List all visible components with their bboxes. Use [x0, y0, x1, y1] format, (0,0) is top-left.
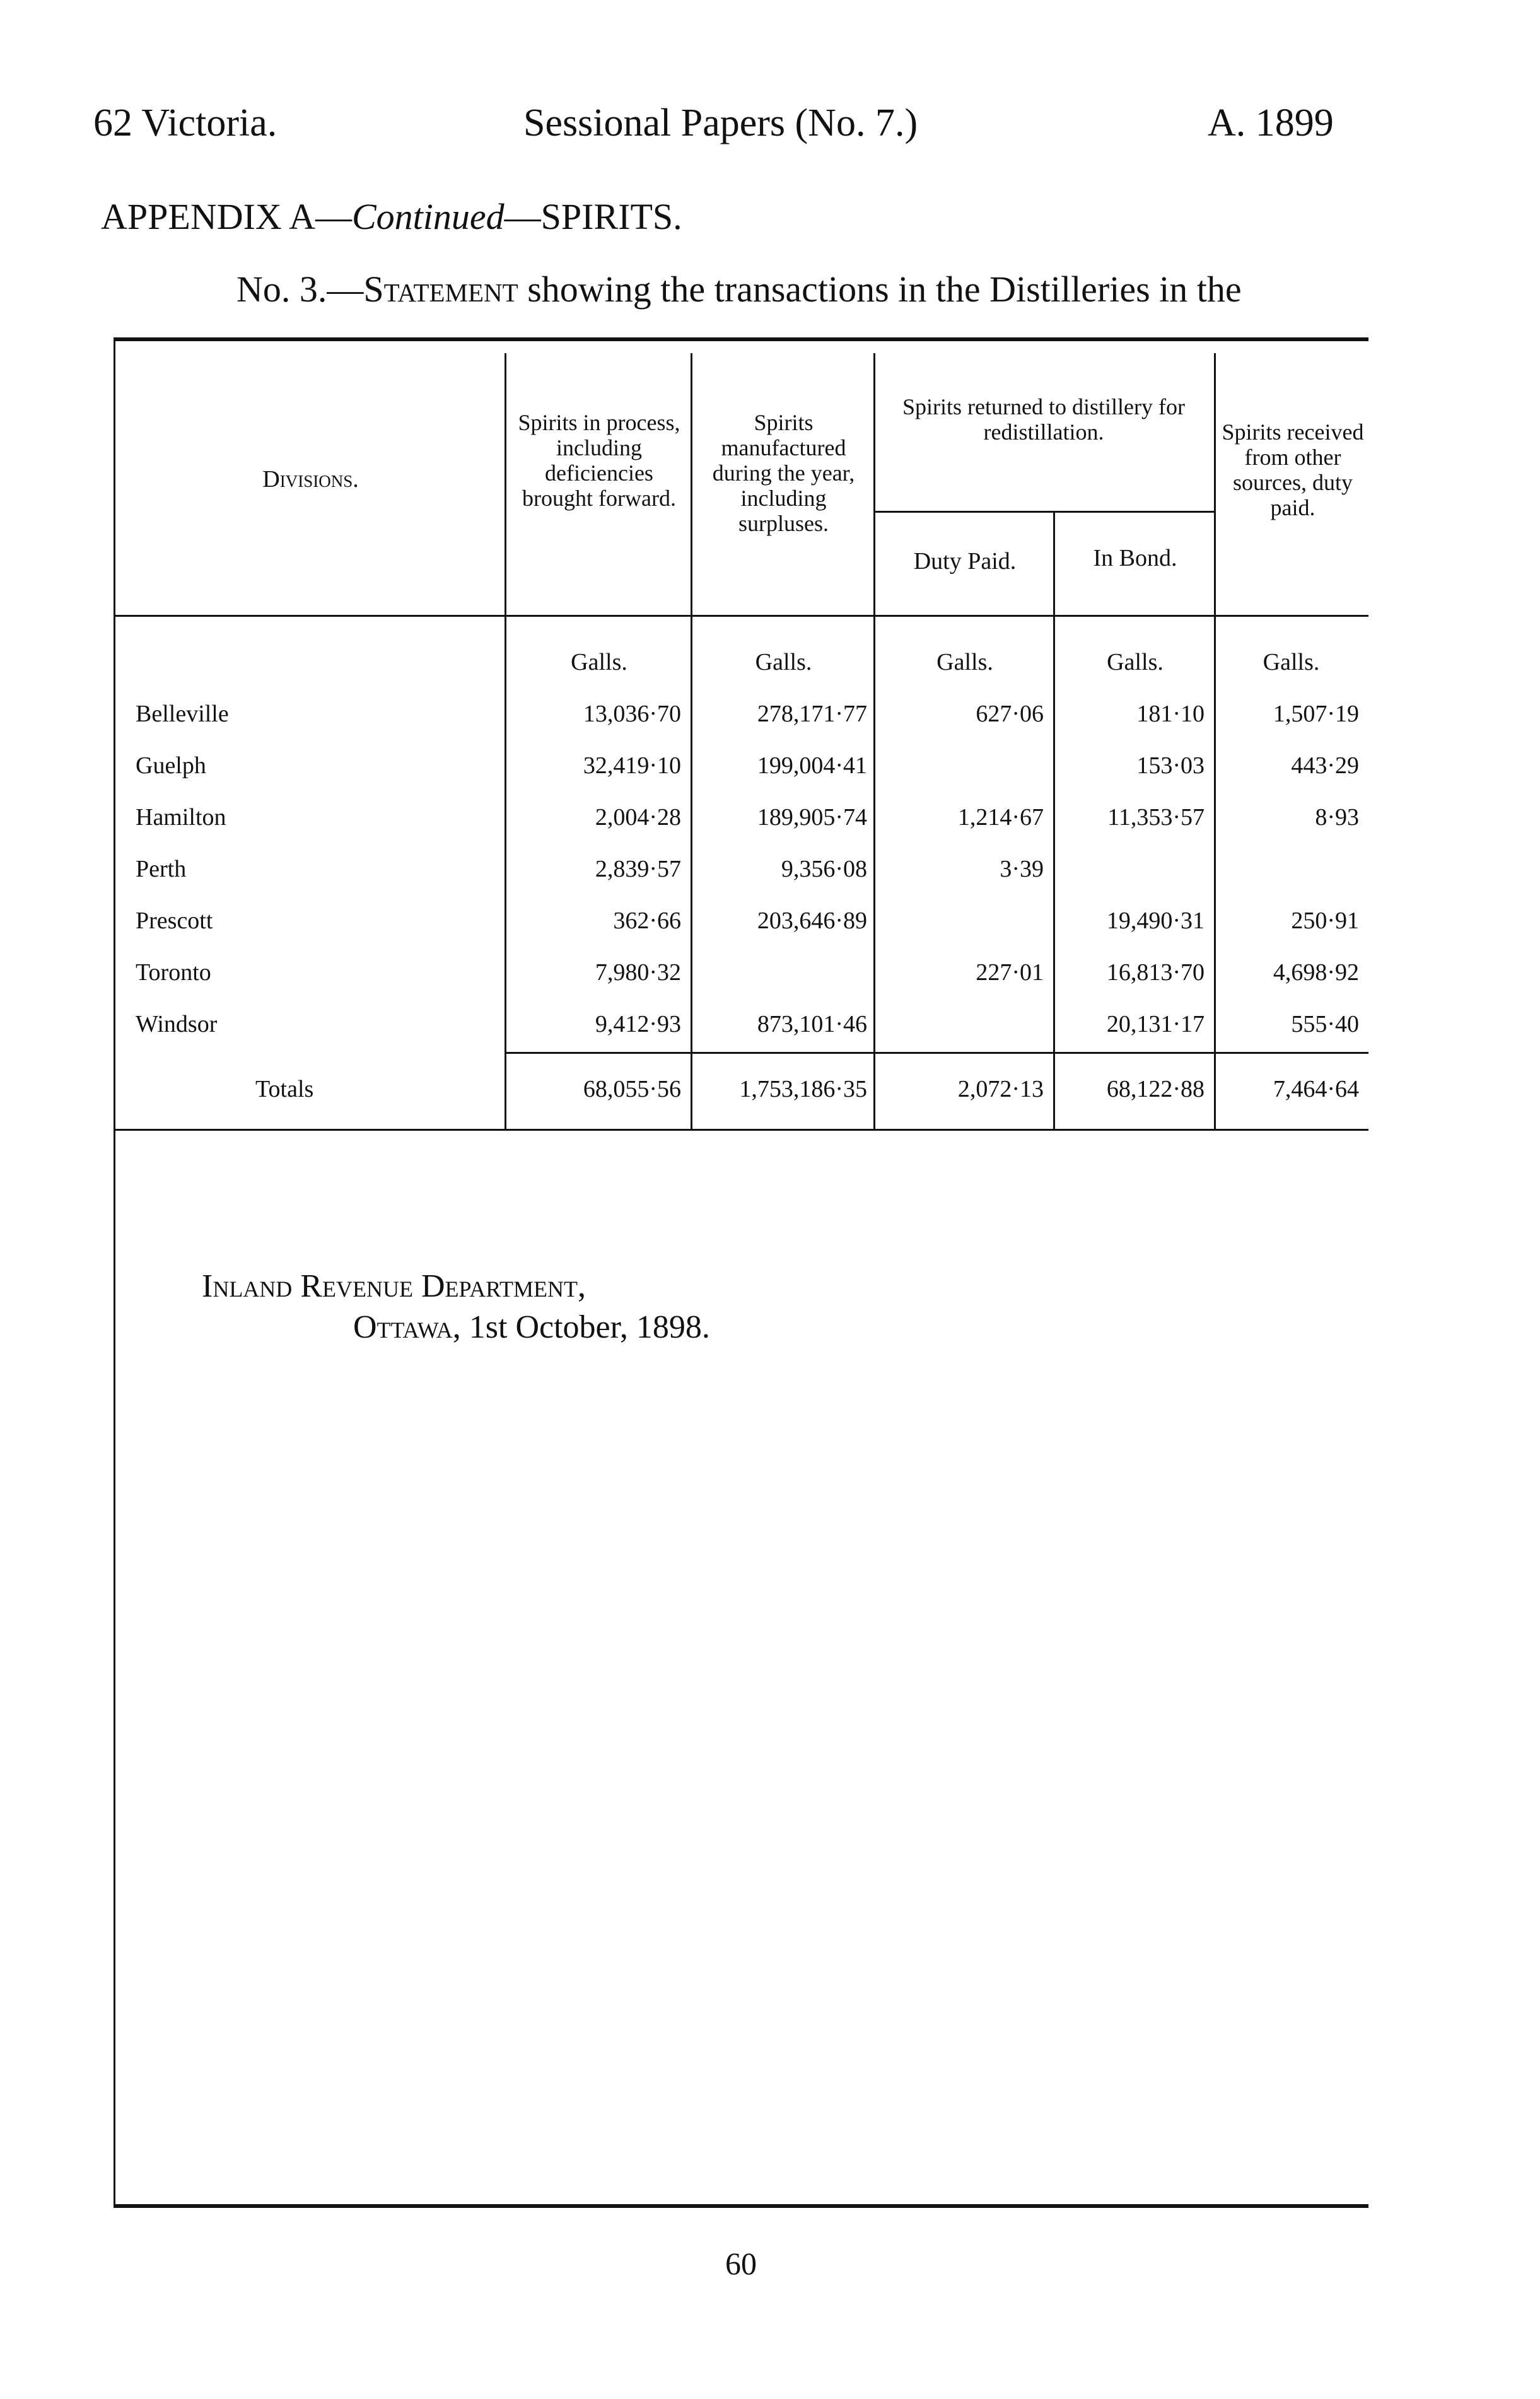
- page-bottom-rule: [114, 2204, 1368, 2208]
- table-row-in-process: 362·66: [613, 908, 681, 934]
- table-row-manufactured: 199,004·41: [757, 752, 867, 779]
- table-row-manufactured: 189,905·74: [757, 804, 867, 831]
- left-margin-rule: [114, 337, 115, 2207]
- table-row-division: Perth: [136, 856, 187, 882]
- col-rule-1: [505, 353, 506, 1129]
- col-rule-4: [1053, 512, 1055, 1129]
- totals-top-rule: [505, 1052, 1368, 1054]
- table-row-in-process: 2,004·28: [595, 804, 681, 831]
- totals-in-process: 68,055·56: [583, 1076, 681, 1102]
- col-rule-5: [1214, 353, 1216, 1129]
- col-rule-2: [691, 353, 692, 1129]
- appendix-italic: Continued: [352, 196, 505, 237]
- table-row-in-bond: 20,131·17: [1106, 1011, 1205, 1037]
- appendix-title: [101, 196, 682, 238]
- table-row-division: Toronto: [136, 959, 211, 986]
- table-bottom-rule: [114, 1129, 1368, 1131]
- appendix-prefix: APPENDIX A—: [101, 196, 352, 237]
- table-row-division: Guelph: [136, 752, 206, 779]
- header-bottom-rule: [114, 615, 1368, 617]
- table-row-received: 443·29: [1291, 752, 1359, 779]
- page-number: 60: [725, 2246, 757, 2281]
- table-row-in-bond: 19,490·31: [1106, 908, 1205, 934]
- statement-number: No. 3.—: [236, 269, 364, 310]
- header-right: A. 1899: [1208, 102, 1334, 144]
- totals-duty-paid: 2,072·13: [957, 1076, 1044, 1102]
- unit-in-process: Galls.: [571, 649, 627, 675]
- table-row-division: Prescott: [136, 908, 213, 934]
- table-row-in-process: 9,412·93: [595, 1011, 681, 1037]
- table-row-duty-paid: 3·39: [1000, 856, 1044, 882]
- table-row-received: 555·40: [1291, 1011, 1359, 1037]
- statement-text: showing the transactions in the Distilleries in the: [527, 269, 1242, 310]
- table-row-received: 250·91: [1291, 908, 1359, 934]
- table-row-in-bond: 11,353·57: [1107, 804, 1205, 831]
- table-row-manufactured: 203,646·89: [757, 908, 867, 934]
- header-left: 62 Victoria.: [93, 102, 277, 144]
- unit-in-bond: Galls.: [1107, 649, 1164, 675]
- table-row-received: 8·93: [1315, 804, 1359, 831]
- header-returned: Spirits returned to distillery for redistillation.: [902, 394, 1185, 445]
- unit-manufactured: Galls.: [755, 649, 812, 675]
- table-row-duty-paid: 627·06: [976, 701, 1044, 727]
- table-row-in-bond: 16,813·70: [1106, 959, 1205, 986]
- table-row-received: 1,507·19: [1273, 701, 1359, 727]
- returned-subheader-rule: [873, 511, 1214, 513]
- totals-received: 7,464·64: [1273, 1076, 1359, 1102]
- totals-label: Totals: [255, 1076, 314, 1102]
- statement-label: Statement: [363, 269, 518, 310]
- footer-department: Inland Revenue Department,: [202, 1268, 586, 1304]
- table-row-in-bond: 153·03: [1136, 752, 1205, 779]
- header-divisions: Divisions.: [262, 466, 359, 493]
- table-row-in-process: 7,980·32: [595, 959, 681, 986]
- header-center: Sessional Papers (No. 7.): [523, 102, 918, 144]
- unit-duty-paid: Galls.: [936, 649, 993, 675]
- table-row-manufactured: 9,356·08: [781, 856, 867, 882]
- table-row-in-process: 13,036·70: [583, 701, 681, 727]
- table-row-received: 4,698·92: [1273, 959, 1359, 986]
- unit-received: Galls.: [1263, 649, 1320, 675]
- footer-place: Ottawa,: [353, 1309, 461, 1345]
- footer-date: 1st October, 1898.: [469, 1309, 710, 1345]
- table-row-in-process: 2,839·57: [595, 856, 681, 882]
- table-row-division: Belleville: [136, 701, 229, 727]
- table-row-in-bond: 181·10: [1136, 701, 1205, 727]
- appendix-suffix: —SPIRITS.: [504, 196, 682, 237]
- table-row-manufactured: 873,101·46: [757, 1011, 867, 1037]
- table-row-duty-paid: 227·01: [976, 959, 1044, 986]
- totals-in-bond: 68,122·88: [1106, 1076, 1205, 1102]
- table-row-manufactured: 278,171·77: [757, 701, 867, 727]
- footer-place-date: [353, 1309, 710, 1346]
- header-in-process: Spirits in process, including deficiencies brought forward.: [518, 410, 680, 511]
- col-rule-3: [873, 353, 875, 1129]
- statement-title: [236, 268, 1242, 310]
- totals-manufactured: 1,753,186·35: [739, 1076, 867, 1102]
- table-top-rule: [114, 337, 1368, 341]
- header-manufactured: Spirits manufactured during the year, including surpluses.: [712, 410, 855, 536]
- header-in-bond: In Bond.: [1093, 545, 1177, 571]
- table-row-in-process: 32,419·10: [583, 752, 681, 779]
- header-duty-paid: Duty Paid.: [913, 548, 1017, 575]
- table-row-division: Hamilton: [136, 804, 226, 831]
- header-received: Spirits received from other sources, duty paid.: [1222, 419, 1364, 520]
- table-row-duty-paid: 1,214·67: [957, 804, 1044, 831]
- table-row-division: Windsor: [136, 1011, 218, 1037]
